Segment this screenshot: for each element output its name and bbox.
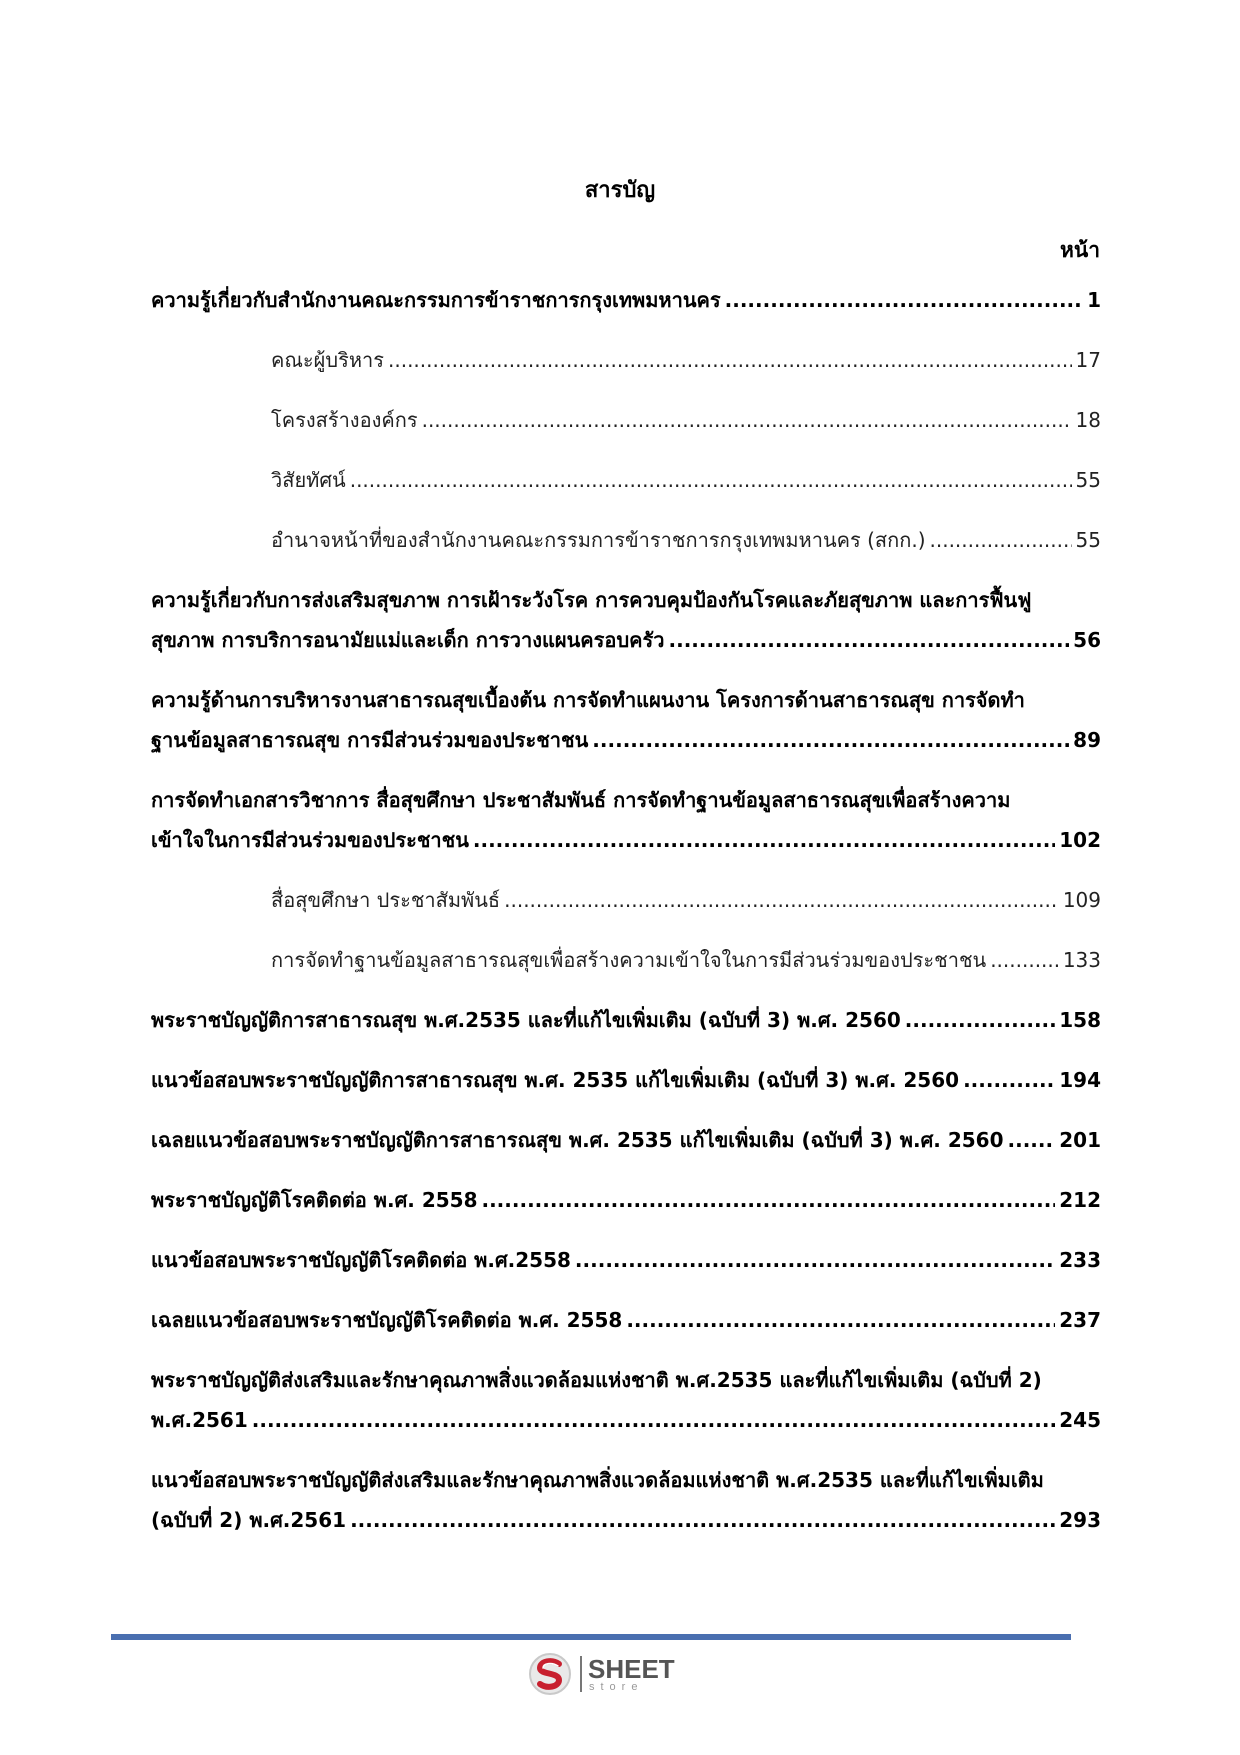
toc-entry-page-number: 158	[1059, 1008, 1101, 1032]
toc-entry-page-number: 17	[1075, 348, 1101, 372]
toc-entry[interactable]	[151, 460, 1101, 500]
dot-leader	[481, 1180, 1055, 1220]
toc-entry-line	[151, 1500, 1101, 1540]
toc-entry-page-number: 55	[1075, 468, 1101, 492]
logo-subtext: store	[589, 1681, 644, 1693]
toc-entry-title: พระราชบัญญัติโรคติดต่อ พ.ศ. 2558	[151, 1188, 478, 1212]
toc-entry-line	[151, 720, 1101, 760]
toc-entry[interactable]	[151, 580, 1101, 660]
toc-entry-title: สื่อสุขศึกษา ประชาสัมพันธ์	[271, 888, 501, 912]
dot-leader	[575, 1240, 1055, 1280]
toc-entry-line	[271, 880, 1101, 920]
toc-entry-title: ความรู้เกี่ยวกับสำนักงานคณะกรรมการข้าราชการกรุงเทพมหานคร	[151, 288, 721, 312]
toc-entry-line	[271, 340, 1101, 380]
toc-entry[interactable]	[151, 520, 1101, 560]
toc-entry-line	[151, 280, 1101, 320]
dot-leader	[473, 820, 1055, 860]
toc-entry-page-number: 18	[1075, 408, 1101, 432]
toc-entry-page-number: 201	[1059, 1128, 1101, 1152]
toc-entry-line	[271, 940, 1101, 980]
toc-entry-title: เฉลยแนวข้อสอบพระราชบัญญัติโรคติดต่อ พ.ศ. 2558	[151, 1308, 623, 1332]
toc-entry[interactable]	[151, 340, 1101, 380]
toc-entry-title: สุขภาพ การบริการอนามัยแม่และเด็ก การวางแผนครอบครัว	[151, 628, 665, 652]
toc-entry-title-line1: การจัดทำเอกสารวิชาการ สื่อสุขศึกษา ประชาสัมพันธ์ การจัดทำฐานข้อมูลสาธารณสุขเพื่อสร้างความ	[151, 788, 1011, 812]
toc-entry[interactable]	[151, 940, 1101, 980]
toc-entry-page-number: 194	[1059, 1068, 1101, 1092]
toc-entry-line	[151, 820, 1101, 860]
table-of-contents	[151, 280, 1101, 1560]
toc-entry-line	[151, 1180, 1101, 1220]
dot-leader	[990, 940, 1059, 980]
dot-leader	[592, 720, 1069, 760]
toc-entry[interactable]	[151, 680, 1101, 760]
toc-entry-title: (ฉบับที่ 2) พ.ศ.2561	[151, 1508, 347, 1532]
toc-entry-page-number: 109	[1062, 888, 1101, 912]
toc-entry-line	[151, 1240, 1101, 1280]
dot-leader	[252, 1400, 1056, 1440]
toc-entry-title-line1: แนวข้อสอบพระราชบัญญัติส่งเสริมและรักษาคุณภาพสิ่งแวดล้อมแห่งชาติ พ.ศ.2535 และที่แก้ไขเพิ่มเติม	[151, 1468, 1044, 1492]
toc-entry-title: การจัดทำฐานข้อมูลสาธารณสุขเพื่อสร้างความเข้าใจในการมีส่วนร่วมของประชาชน	[271, 948, 987, 972]
toc-entry-line	[151, 1300, 1101, 1340]
toc-entry-line	[271, 460, 1101, 500]
dot-leader	[350, 1500, 1055, 1540]
toc-entry-line	[271, 520, 1101, 560]
toc-entry[interactable]	[151, 1240, 1101, 1280]
toc-entry[interactable]	[151, 1460, 1101, 1540]
sheet-s-logo-icon	[528, 1652, 572, 1696]
toc-entry[interactable]	[151, 780, 1101, 860]
toc-entry-line	[151, 1120, 1101, 1160]
toc-entry-title: อำนาจหน้าที่ของสำนักงานคณะกรรมการข้าราชการกรุงเทพมหานคร (สกก.)	[271, 528, 926, 552]
toc-entry-title: คณะผู้บริหาร	[271, 348, 384, 372]
logo-wordmark: SHEET	[588, 1654, 675, 1684]
sheet-store-logo	[528, 1652, 688, 1696]
toc-entry-title-line1: พระราชบัญญัติส่งเสริมและรักษาคุณภาพสิ่งแวดล้อมแห่งชาติ พ.ศ.2535 และที่แก้ไขเพิ่มเติม (ฉบับที่ 2)	[151, 1368, 1042, 1392]
toc-entry[interactable]	[151, 1360, 1101, 1440]
toc-entry[interactable]	[151, 400, 1101, 440]
toc-entry-title-line1: ความรู้เกี่ยวกับการส่งเสริมสุขภาพ การเฝ้าระวังโรค การควบคุมป้องกันโรคและภัยสุขภาพ และการฟื้นฟู	[151, 588, 1032, 612]
toc-entry[interactable]	[151, 1120, 1101, 1160]
toc-entry-title: เฉลยแนวข้อสอบพระราชบัญญัติการสาธารณสุข พ.ศ. 2535 แก้ไขเพิ่มเติม (ฉบับที่ 3) พ.ศ. 2560	[151, 1128, 1004, 1152]
toc-entry-page-number: 89	[1073, 728, 1101, 752]
toc-entry[interactable]	[151, 880, 1101, 920]
toc-entry-page-number: 1	[1087, 288, 1101, 312]
dot-leader	[725, 280, 1083, 320]
toc-entry[interactable]	[151, 1300, 1101, 1340]
toc-entry-page-number: 133	[1062, 948, 1101, 972]
dot-leader	[504, 880, 1059, 920]
toc-entry-line	[151, 1060, 1101, 1100]
toc-entry[interactable]	[151, 1180, 1101, 1220]
page-title: สารบัญ	[584, 178, 656, 203]
dot-leader	[963, 1060, 1055, 1100]
toc-entry-line	[151, 1400, 1101, 1440]
toc-entry-title: วิสัยทัศน์	[271, 468, 346, 492]
toc-entry[interactable]	[151, 280, 1101, 320]
toc-entry-line	[151, 620, 1101, 660]
dot-leader	[626, 1300, 1055, 1340]
toc-entry-page-number: 233	[1059, 1248, 1101, 1272]
toc-entry-page-number: 55	[1075, 528, 1101, 552]
dot-leader	[422, 400, 1072, 440]
toc-entry[interactable]	[151, 1060, 1101, 1100]
dot-leader	[905, 1000, 1055, 1040]
toc-entry-page-number: 245	[1059, 1408, 1101, 1432]
toc-entry-title: ฐานข้อมูลสาธารณสุข การมีส่วนร่วมของประชาชน	[151, 728, 589, 752]
toc-entry-page-number: 102	[1059, 828, 1101, 852]
dot-leader	[930, 520, 1072, 560]
toc-entry-title: เข้าใจในการมีส่วนร่วมของประชาชน	[151, 828, 469, 852]
dot-leader	[388, 340, 1072, 380]
logo-divider	[580, 1656, 582, 1692]
toc-entry-title: พระราชบัญญัติการสาธารณสุข พ.ศ.2535 และที่แก้ไขเพิ่มเติม (ฉบับที่ 3) พ.ศ. 2560	[151, 1008, 901, 1032]
toc-entry-line	[271, 400, 1101, 440]
toc-entry-line	[151, 1000, 1101, 1040]
dot-leader	[350, 460, 1072, 500]
toc-entry-title: แนวข้อสอบพระราชบัญญัติการสาธารณสุข พ.ศ. 2535 แก้ไขเพิ่มเติม (ฉบับที่ 3) พ.ศ. 2560	[151, 1068, 960, 1092]
toc-entry-title: แนวข้อสอบพระราชบัญญัติโรคติดต่อ พ.ศ.2558	[151, 1248, 571, 1272]
toc-entry-title: พ.ศ.2561	[151, 1408, 248, 1432]
page-column-header: หน้า	[1060, 238, 1100, 262]
toc-entry-page-number: 237	[1059, 1308, 1101, 1332]
toc-entry-title: โครงสร้างองค์กร	[271, 408, 418, 432]
toc-entry-title-line1: ความรู้ด้านการบริหารงานสาธารณสุขเบื้องต้น การจัดทำแผนงาน โครงการด้านสาธารณสุข การจัดทำ	[151, 688, 1025, 712]
toc-entry[interactable]	[151, 1000, 1101, 1040]
dot-leader	[1008, 1120, 1056, 1160]
dot-leader	[669, 620, 1070, 660]
toc-entry-page-number: 293	[1059, 1508, 1101, 1532]
footer-rule	[111, 1634, 1071, 1640]
toc-entry-page-number: 56	[1073, 628, 1101, 652]
toc-entry-page-number: 212	[1059, 1188, 1101, 1212]
